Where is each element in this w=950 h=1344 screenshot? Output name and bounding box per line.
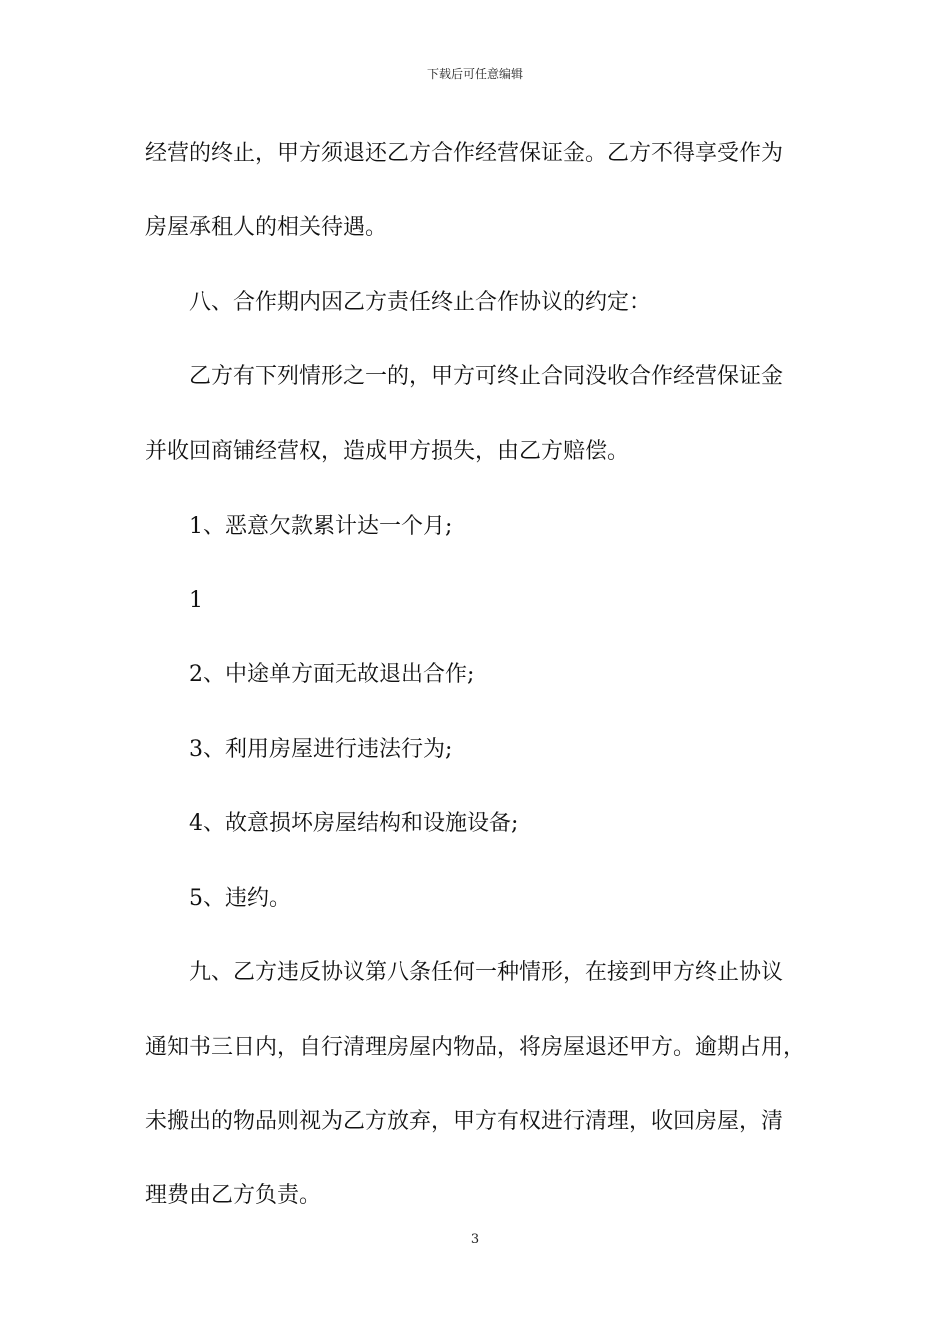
section-heading-9: 九、乙方违反协议第八条任何一种情形，在接到甲方终止协议 [189,960,784,985]
text-line-15: 理费由乙方负责。 [145,1183,322,1208]
text-line-14: 未搬出的物品则视为乙方放弃，甲方有权进行清理，收回房屋，清 [145,1109,784,1134]
text-line-5: 并收回商铺经营权，造成甲方损失，由乙方赔偿。 [145,439,630,464]
text-line-4: 乙方有下列情形之一的，甲方可终止合同没收合作经营保证金 [189,364,784,389]
page-header: 下载后可任意编辑 [426,67,523,81]
text-line-2: 房屋承租人的相关待遇。 [145,215,388,240]
text-line-13: 通知书三日内，自行清理房屋内物品，将房屋退还甲方。逾期占用， [145,1035,806,1060]
page-number: 3 [470,1232,480,1247]
list-item-2: 2、中途单方面无故退出合作; [189,662,475,687]
list-item-4: 4、故意损坏房屋结构和设施设备; [189,811,519,836]
stray-number: 1 [189,588,203,613]
list-item-5: 5、违约。 [189,886,291,911]
list-item-3: 3、利用房屋进行违法行为; [189,737,453,762]
list-item-1: 1、恶意欠款累计达一个月; [189,514,453,539]
section-heading-8: 八、合作期内因乙方责任终止合作协议的约定： [189,290,652,315]
text-line-1: 经营的终止，甲方须退还乙方合作经营保证金。乙方不得享受作为 [145,141,784,166]
